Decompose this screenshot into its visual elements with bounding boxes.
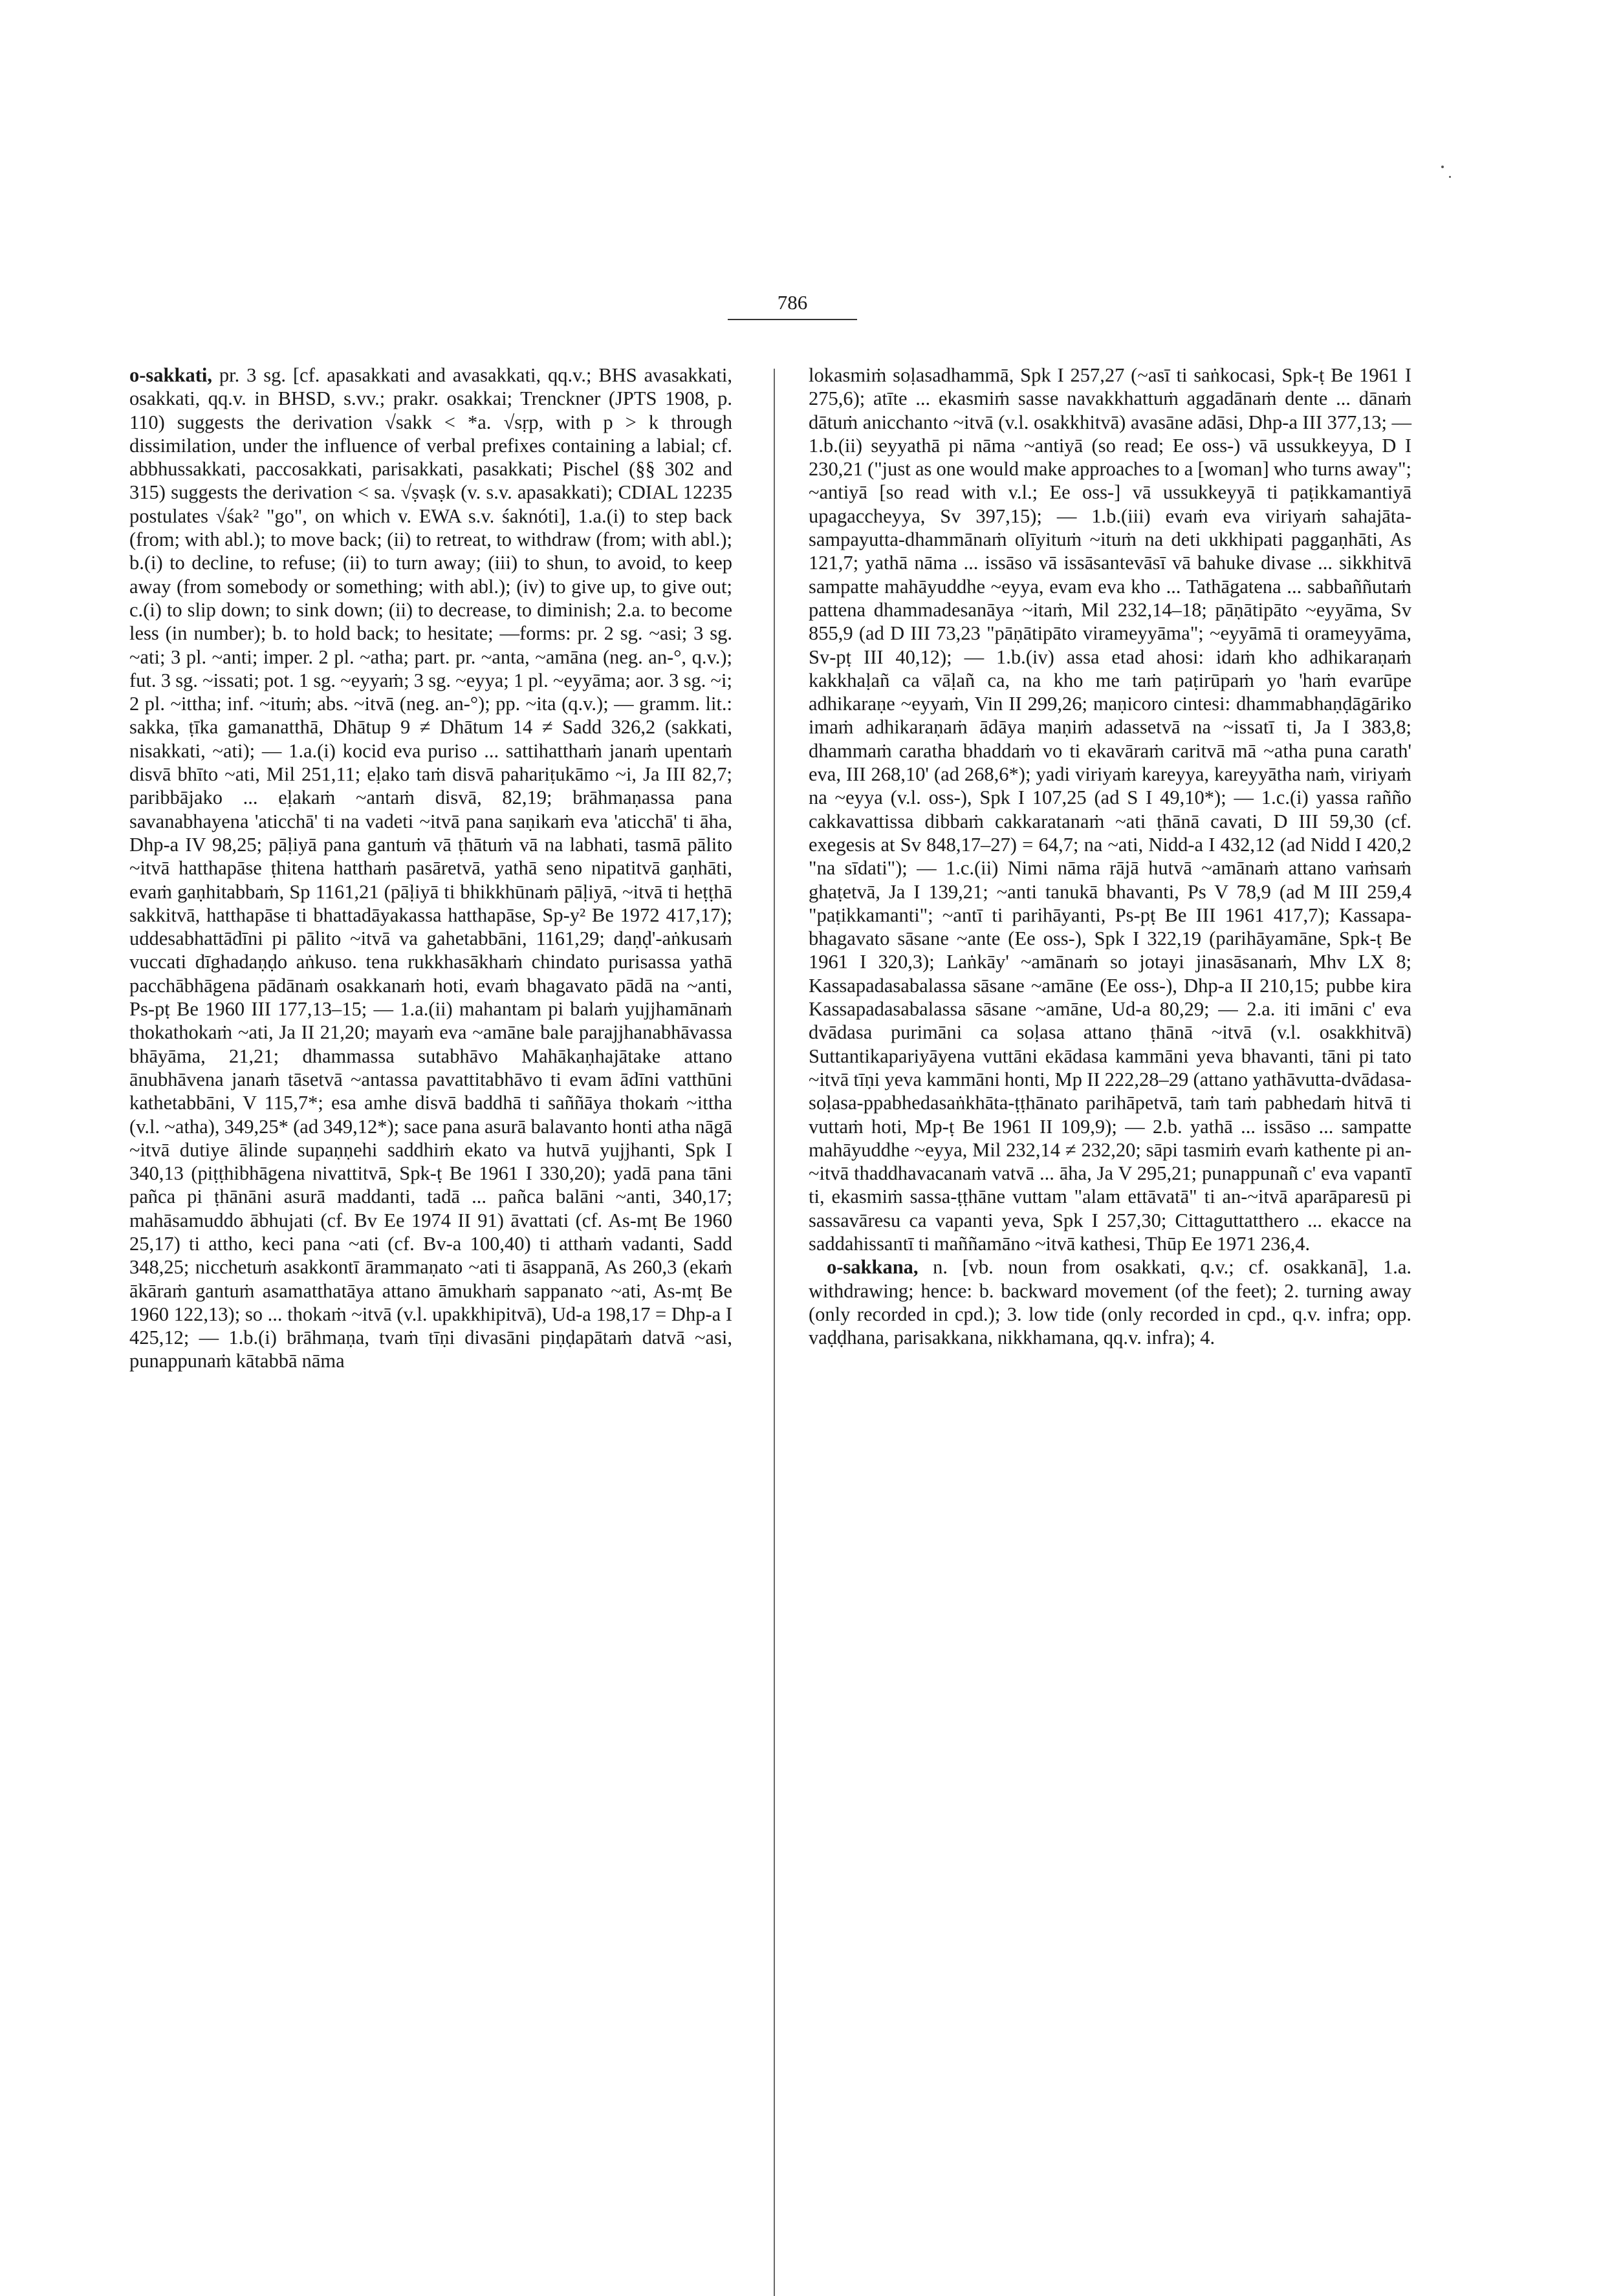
right-column — [809, 363, 1411, 1349]
entry-osakkana-text: n. [vb. noun from osakkati, q.v.; cf. osakkanā], 1.a. withdrawing; hence: b. backward movement (of the feet); 2. turning away (only recorded in cpd.); 3. low tide (only recorded in cpd., q.v. infra; opp. vaḍḍhana, parisakkana, nikkhamana, qq.v. infra); 4. — [809, 1256, 1411, 1349]
entry-osakkana — [809, 1255, 1411, 1349]
entry-osakkati-text: pr. 3 sg. [cf. apasakkati and avasakkati, qq.v.; BHS avasakkati, osakkati, qq.v. in BHSD, s.vv.; prakr. osakkai; Trenckner (JPTS 1908, p. 110) suggests the derivation √sakk < *a. √sṛp, with p > k through dissimilation, under the influence of verbal prefixes containing a labial; cf. abbhussakkati, paccosakkati, parisakkati, pasakkati; Pischel (§§ 302 and 315) suggests the derivation < sa. √ṣvaṣk (v. s.v. apasakkati); CDIAL 12235 postulates √śak² "go", on which v. EWA s.v. śaknóti], 1.a.(i) to step back (from; with abl.); to move back; (ii) to retreat, to withdraw (from; with abl.); b.(i) to decline, to refuse; (ii) to turn away; (iii) to shun, to avoid, to keep away (from somebody or something; with abl.); (iv) to give up, to give out; c.(i) to slip down; to sink down; (ii) to decrease, to diminish; 2.a. to become less (in number); b. to hold back; to hesitate; —forms: pr. 2 sg. ~asi; 3 sg. ~ati; 3 pl. ~anti; imper. 2 pl. ~atha; part. pr. ~anta, ~amāna (neg. an-°, q.v.); fut. 3 sg. ~issati; pot. 1 sg. ~eyyaṁ; 3 sg. ~eyya; 1 pl. ~eyyāma; aor. 3 sg. ~i; 2 pl. ~ittha; inf. ~ituṁ; abs. ~itvā (neg. an-°); pp. ~ita (q.v.); — gramm. lit.: sakka, ṭīka gamanatthā, Dhātup 9 ≠ Dhātum 14 ≠ Sadd 326,2 (sakkati, nisakkati, ~ati); — 1.a.(i) kocid eva puriso ... sattihatthaṁ janaṁ upentaṁ disvā bhīto ~ati, Mil 251,11; eḷako taṁ disvā pahariṭukāmo ~i, Ja III 82,7; paribbājako ... eḷakaṁ ~antaṁ disvā, 82,19; brāhmaṇassa pana savanabhayena 'aticchā' ti na vadeti ~itvā pana saṇikaṁ eva 'aticchā' ti āha, Dhp-a IV 98,25; pāḷiyā pana gantuṁ vā ṭhātuṁ vā na labhati, tasmā pālito ~itvā hatthapāse ṭhitena hatthaṁ pasāretvā, yathā seno nipatitvā gaṇhāti, evaṁ gaṇhitabbaṁ, Sp 1161,21 (pāḷiyā ti bhikkhūnaṁ pāḷiyā, ~itvā ti heṭṭhā sakkitvā, hatthapāse ti bhattadāyakassa hatthapāse, Sp-y² Be 1972 417,17); uddesabhattādīni pi pālito ~itvā va gahetabbāni, 1161,29; daṇḍ'-aṅkusaṁ vuccati dīghadaṇḍo aṅkuso. tena rukkhasākhaṁ chindato purisassa yathā pacchābhāgena pādānaṁ osakkanaṁ hoti, evaṁ bhagavato pādā na ~anti, Ps-pṭ Be 1960 III 177,13–15; — 1.a.(ii) mahantam pi balaṁ yujjhamānaṁ thokathokaṁ ~ati, Ja II 21,20; mayaṁ eva ~amāne bale parajjhanabhāvassa bhāyāma, 21,21; dhammassa sutabhāvo Mahākaṇhajātake attano ānubhāvena janaṁ tāsetvā ~antassa pavattitabhāvo ti evam ādīni vatthūni kathetabbāni, V 115,7*; esa amhe disvā baddhā ti saññāya thokaṁ ~ittha (v.l. ~atha), 349,25* (ad 349,12*); sace pana asurā balavanto honti atha nāgā ~itvā dutiye ālinde supaṇṇehi saddhiṁ ekato va hutvā yujjhanti, Spk I 340,13 (piṭṭhibhāgena nivattitvā, Spk-ṭ Be 1961 I 330,20); yadā pana tāni pañca pi ṭhānāni asurā maddanti, tadā ... pañca balāni ~anti, 340,17; mahāsamuddo ābhujati (cf. Bv Ee 1974 II 91) āvattati (cf. As-mṭ Be 1960 25,17) ti attho, keci pana ~ati (cf. Bv-a 100,40) ti atthaṁ vadanti, Sadd 348,25; nicchetuṁ asakkontī ārammaṇato ~ati ti āsappanā, As 260,3 (ekaṁ ākāraṁ gantuṁ asamatthatāya attano āmukhaṁ sappanato ~ati, As-mṭ Be 1960 122,13); so ... thokaṁ ~itvā (v.l. upakkhipitvā), Ud-a 198,17 = Dhp-a I 425,12; — 1.b.(i) brāhmaṇa, tvaṁ tīṇi divasāni piṇḍapātaṁ datvā ~asi, punappunaṁ kātabbā nāma — [129, 364, 732, 1372]
column-divider — [774, 369, 775, 2296]
left-column — [129, 363, 732, 1373]
scan-speck — [1441, 166, 1444, 168]
entry-osakkati — [129, 363, 732, 1373]
headword-osakkana: o-sakkana, — [827, 1256, 919, 1279]
scan-speck — [1449, 176, 1451, 178]
page-number: 786 — [777, 291, 808, 314]
page-number-rule — [728, 319, 857, 320]
entry-osakkati-continuation: lokasmiṁ soḷasadhammā, Spk I 257,27 (~asī ti saṅkocasi, Spk-ṭ Be 1961 I 275,6); atīte ... ekasmiṁ sasse navakkhattuṁ aggadānaṁ dente ... dānaṁ dātuṁ anicchanto ~itvā (v.l. osakkhitvā) avasāne adāsi, Dhp-a III 377,13; — 1.b.(ii) seyyathā pi nāma ~antiyā (so read; Ee oss-) vā ussukkeyya, D I 230,21 ("just as one would make approaches to a [woman] who turns away"; ~antiyā [so read with v.l.; Ee oss-] vā ussukkeyyā ti paṭikkamantiyā upagaccheyya, Sv 397,15); — 1.b.(iii) evaṁ eva viriyaṁ sahajāta-sampayutta-dhammānaṁ olīyituṁ ~ituṁ na deti ukkhipati paggaṇhāti, As 121,7; yathā nāma ... issāso vā issāsantevāsī vā bahuke divase ... sikkhitvā sampatte mahāyuddhe ~eyya, evam eva kho ... Tathāgatena ... sabbaññutaṁ pattena dhammadesanāya ~itaṁ, Mil 232,14–18; pāṇātipāto ~eyyāma, Sv 855,9 (ad D III 73,23 "pāṇātipāto virameyyāma"; ~eyyāmā ti orameyyāma, Sv-pṭ III 40,12); — 1.b.(iv) assa etad ahosi: idaṁ kho adhikaraṇaṁ kakkhaḷañ ca vāḷañ ca, na kho me taṁ paṭirūpaṁ yo 'haṁ evarūpe adhikaraṇe ~eyyaṁ, Vin II 299,26; maṇicoro cintesi: dhammabhaṇḍāgāriko imaṁ adhikaraṇaṁ ādāya maṇiṁ adassetvā na ~issatī ti, Ja I 383,8; dhammaṁ caratha bhaddaṁ vo ti ekavāraṁ caritvā mā ~atha puna carath' eva, III 268,10' (ad 268,6*); yadi viriyaṁ kareyya, kareyyātha naṁ, viriyaṁ na ~eyya (v.l. oss-), Spk I 107,25 (ad S I 49,10*); — 1.c.(i) yassa rañño cakkavattissa dibbaṁ cakkaratanaṁ ~ati ṭhānā cavati, D III 59,30 (cf. exegesis at Sv 848,17–27) = 64,7; na ~ati, Nidd-a I 432,12 (ad Nidd I 420,2 "na sīdati"); — 1.c.(ii) Nimi nāma rājā hutvā ~amānaṁ attano vaṁsaṁ ghaṭetvā, Ja I 139,21; ~anti tanukā bhavanti, Ps V 78,9 (ad M III 259,4 "paṭikkamanti"; ~antī ti parihāyanti, Ps-pṭ Be III 1961 417,7); Kassapa-bhagavato sāsane ~ante (Ee oss-), Spk I 322,19 (parihāyamāne, Spk-ṭ Be 1961 I 320,3); Laṅkāy' ~amānaṁ so jotayi jinasāsanaṁ, Mhv LX 8; Kassapadasabalassa sāsane ~amāne (Ee oss-), Dhp-a II 210,15; pubbe kira Kassapadasabalassa sāsane ~amāne, Ud-a 80,29; — 2.a. iti imāni c' eva dvādasa purimāni ca soḷasa attano ṭhānā ~itvā (v.l. osakkhitvā) Suttantikapariyāyena vuttāni ekādasa kammāni yeva bhavanti, tāni pi tato ~itvā tīṇi yeva kammāni honti, Mp II 222,28–29 (attano yathāvutta-dvādasa-soḷasa-ppabhedasaṅkhāta-ṭṭhānato parihāpetvā, taṁ taṁ pabhedaṁ hitvā ti vuttaṁ hoti, Mp-ṭ Be 1961 II 109,9); — 2.b. yathā ... issāso ... sampatte mahāyuddhe ~eyya, Mil 232,14 ≠ 232,20; sāpi tasmiṁ evaṁ kathente pi an-~itvā thaddhavacanaṁ vatvā ... āha, Ja V 295,21; punappunañ c' eva vapantī ti, ekasmiṁ sassa-ṭṭhāne vuttam "alam ettāvatā" ti an-~itvā aparāparesū pi sassavāresu ca vapanti yeva, Spk I 257,30; Cittaguttatthero ... ekacce na saddahissantī ti maññamāno ~itvā kathesi, Thūp Ee 1971 236,4. — [809, 364, 1411, 1255]
headword-osakkati: o-sakkati, — [129, 364, 212, 386]
